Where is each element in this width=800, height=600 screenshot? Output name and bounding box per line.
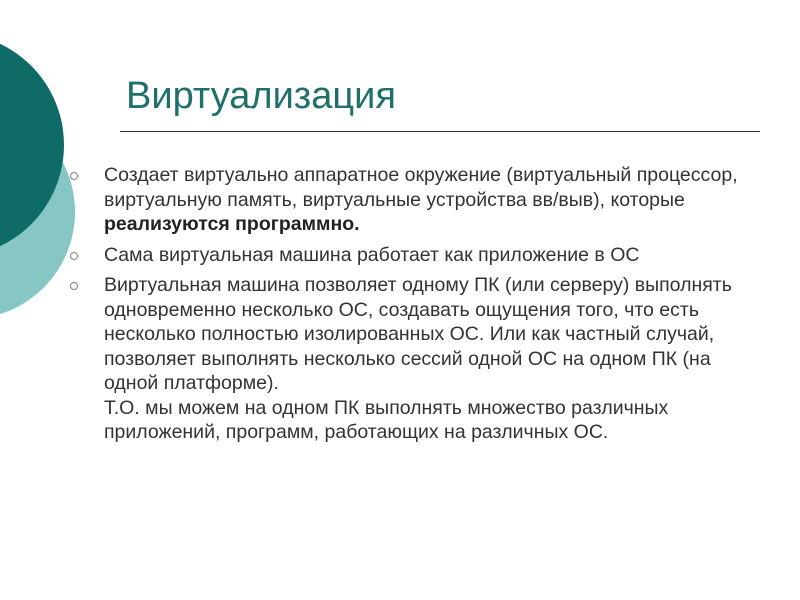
bullet-circle-icon bbox=[70, 172, 78, 180]
title-divider bbox=[120, 131, 760, 132]
bullet-item-3 bbox=[70, 273, 750, 445]
bullet-text bbox=[104, 163, 750, 237]
bullet-circle-icon bbox=[70, 282, 78, 290]
bullet-text bbox=[104, 273, 750, 445]
bullet-text: Сама виртуальная машина работает как приложение в ОС bbox=[104, 243, 640, 266]
bullet-item-1 bbox=[70, 163, 750, 237]
bullet-item-2 bbox=[70, 243, 750, 268]
slide-title: Виртуализация bbox=[126, 75, 396, 117]
bullet-list bbox=[70, 163, 750, 451]
bullet-text-continued: Т.О. мы можем на одном ПК выполнять множество различных приложений, программ, работающих на различных ОС. bbox=[104, 396, 669, 443]
bullet-text-main: Виртуальная машина позволяет одному ПК (или серверу) выполнять одновременно несколько ОС, создавать ощущения того, что есть несколько полностью изолированных ОС. Или как частный случай, позволяет выполнять несколько сессий одной ОС на одном ПК (на одной платформе). bbox=[104, 274, 732, 394]
bullet-text-plain: Создает виртуально аппаратное окружение (виртуальный процессор, виртуальную память, виртуальные устройства вв/выв), которые bbox=[104, 164, 738, 211]
bullet-circle-icon bbox=[70, 252, 78, 260]
bullet-text-bold: реализуются программно. bbox=[104, 213, 360, 235]
